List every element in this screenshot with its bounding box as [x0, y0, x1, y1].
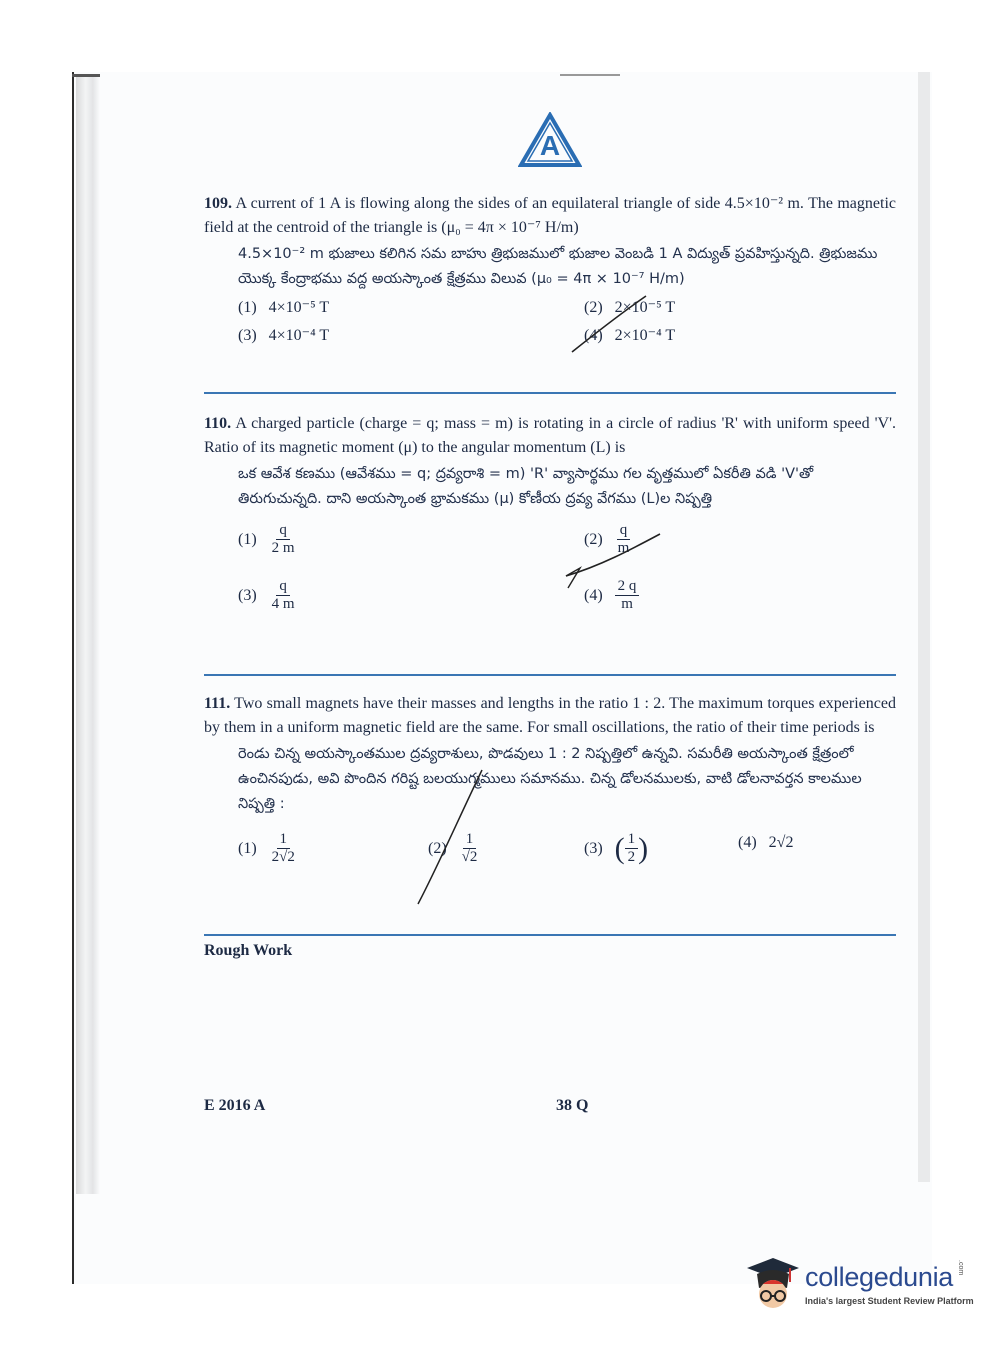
option-1[interactable] [238, 831, 298, 866]
denominator: 4 m [271, 596, 295, 612]
options [238, 522, 896, 632]
option-value: 4×10⁻⁵ T [268, 299, 330, 316]
question-text [204, 192, 896, 240]
numerator: q [276, 522, 290, 540]
option-2[interactable] [428, 831, 480, 866]
page-number: 38 Q [556, 1097, 589, 1114]
numerator: 1 [277, 831, 291, 849]
question-text [204, 692, 896, 740]
numerator: q [276, 578, 290, 596]
option-value: 2×10⁻⁵ T [614, 299, 676, 316]
option-value: 2×10⁻⁴ T [614, 327, 676, 344]
question-telugu: 4.5×10⁻² m భుజాలు కలిగిన సమ బాహు త్రిభుజములో భుజాల వెంబడి 1 A విద్యుత్ ప్రవహిస్తున్నది. త్రిభుజము యొక్క కేంద్రాభము వద్ద అయస్కాంత క్షేత్రము విలువ (μ₀ = 4π × 10⁻⁷ H/m) [238, 246, 878, 287]
option-3[interactable] [238, 578, 298, 613]
fraction [269, 831, 298, 866]
top-mark [72, 74, 100, 77]
options [238, 296, 896, 352]
question-text [204, 412, 896, 460]
exam-code: E 2016 A [204, 1097, 266, 1114]
question-telugu: ఒక ఆవేశ కణము (ఆవేశము = q; ద్రవ్యరాశి = m) 'R' వ్యాసార్థము గల వృత్తములో ఏకరీతి వడి 'V'తో తిరుగుచున్నది. దాని అయస్కాంత భ్రామకము (μ) కోణీయ ద్రవ్య వేగము (L)ల నిష్పత్తి [238, 466, 814, 507]
numerator: 1 [625, 831, 639, 849]
question-number: 109. [204, 195, 232, 212]
denominator: m [617, 540, 630, 556]
series-letter: A [539, 130, 561, 161]
logo-name: collegedunia [805, 1262, 954, 1292]
parenthesized-fraction: ( $\frac{1}{2}$ ) [614, 831, 649, 865]
option-label: (1) [238, 530, 257, 548]
numerator: q [617, 522, 631, 540]
logo-tagline: India's largest Student Review Platform [805, 1296, 974, 1306]
option-label: (3) [584, 839, 603, 857]
option-label: (2) [428, 839, 447, 857]
option-4[interactable] [584, 578, 639, 613]
question-111 [204, 692, 896, 887]
option-1[interactable] [238, 296, 329, 320]
rough-work-label: Rough Work [204, 942, 293, 959]
fraction [615, 522, 633, 557]
option-label: (3) [238, 586, 257, 604]
question-english: Two small magnets have their masses and lengths in the ratio 1 : 2. The maximum torques experienced by them in a uniform magnetic field are the same. For small oscillations, the ratio of their time periods is [204, 695, 896, 736]
denominator: 2 [627, 849, 636, 865]
section-divider [204, 392, 896, 394]
option-label: (2) [584, 530, 603, 548]
options [238, 827, 896, 887]
option-label: (4) [738, 834, 757, 851]
question-109 [204, 192, 896, 352]
fraction [269, 522, 298, 557]
option-label: (2) [584, 299, 603, 316]
denominator: √2 [461, 849, 478, 865]
graduate-icon [745, 1254, 801, 1312]
question-telugu: రెండు చిన్న అయస్కాంతముల ద్రవ్యరాశులు, పొడవులు 1 : 2 నిష్పత్తిలో ఉన్నవి. సమరీతి అయస్కాంత క్షేత్రంలో ఉంచినపుడు, అవి పొందిన గరిష్ట బలయుగ్మములు సమానము. చిన్న డోలనములకు, వాటి డోలనావర్తన కాలముల నిష్పత్తి : [238, 746, 862, 812]
option-label: (1) [238, 839, 257, 857]
option-label: (4) [584, 327, 603, 344]
denominator: m [621, 596, 633, 612]
option-label: (3) [238, 327, 257, 344]
page-right-edge [918, 72, 930, 1182]
fraction [615, 578, 640, 613]
question-english: A charged particle (charge = q; mass = m) is rotating in a circle of radius 'R' with uniform speed 'V'. Ratio of its magnetic moment (μ) to the angular momentum (L) is [204, 415, 896, 456]
fraction [625, 831, 639, 866]
option-label: (4) [584, 586, 603, 604]
option-3[interactable] [584, 831, 648, 866]
option-2[interactable] [584, 296, 675, 320]
option-value: 4×10⁻⁴ T [268, 327, 330, 344]
option-value: 2√2 [768, 834, 794, 851]
option-label: (1) [238, 299, 257, 316]
option-2[interactable] [584, 522, 632, 557]
numerator: 1 [463, 831, 477, 849]
denominator: 2√2 [271, 849, 295, 865]
option-3[interactable] [238, 324, 329, 348]
fraction [269, 578, 298, 613]
option-4[interactable] [584, 324, 675, 348]
question-110 [204, 412, 896, 632]
section-divider [204, 934, 896, 936]
series-badge [518, 112, 582, 168]
question-number: 110. [204, 415, 232, 432]
fraction [459, 831, 481, 866]
option-1[interactable] [238, 522, 298, 557]
top-mark [560, 74, 620, 76]
option-4[interactable] [738, 831, 793, 855]
collegedunia-logo [745, 1252, 975, 1316]
page-edge-shadow [76, 74, 100, 1194]
logo-suffix: .com [957, 1260, 964, 1276]
denominator: 2 m [271, 540, 295, 556]
question-english: A current of 1 A is flowing along the sides of an equilateral triangle of side 4.5×10⁻² m. The magnetic field at the centroid of the triangle is (μ₀ = 4π × 10⁻⁷ H/m) [204, 195, 897, 236]
section-divider [204, 674, 896, 676]
question-number: 111. [204, 695, 231, 712]
numerator: 2 q [615, 578, 640, 596]
